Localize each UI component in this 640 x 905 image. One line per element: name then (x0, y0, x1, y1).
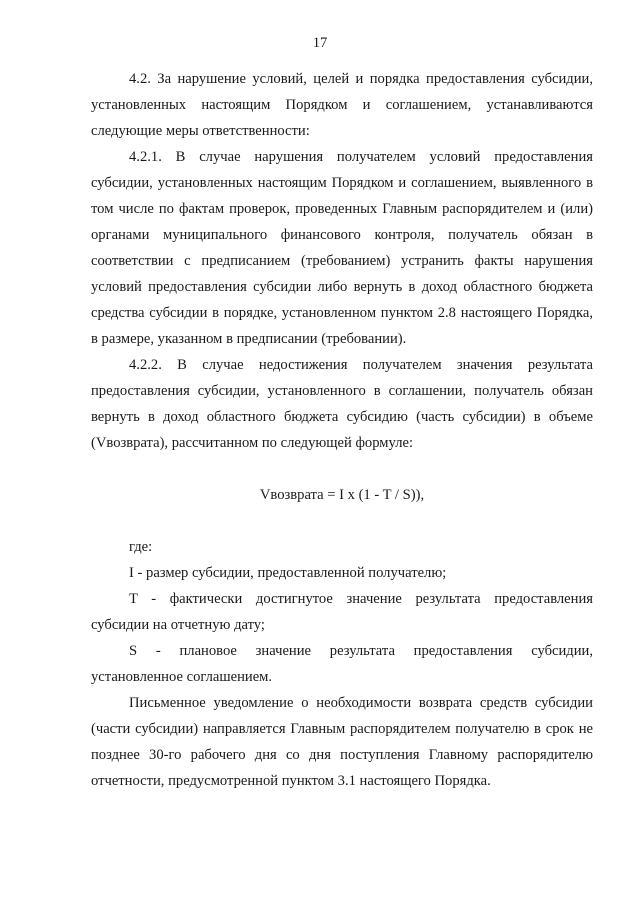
paragraph-4-2-2: 4.2.2. В случае недостижения получателем значения результата предоставления субсидии, установленного в соглашении, получатель обязан вернуть в доход областного бюджета субсидию (часть субсидии) в объеме (Vвозврата), рассчитанном по следующей формуле: (91, 357, 593, 451)
definition-s: S - плановое значение результата предоставления субсидии, установленное соглашением. (91, 643, 593, 685)
paragraph-4-2: 4.2. За нарушение условий, целей и порядка предоставления субсидии, установленных настоящим Порядком и соглашением, устанавливаются следующие меры ответственности: (91, 71, 593, 139)
definition-i: I - размер субсидии, предоставленной получателю; (129, 565, 447, 581)
refund-formula: Vвозврата = I x (1 - T / S)), (259, 487, 425, 503)
document-body (91, 66, 593, 794)
formula-where-label: где: (129, 539, 153, 555)
page-number: 17 (312, 35, 328, 51)
paragraph-4-2-1: 4.2.1. В случае нарушения получателем условий предоставления субсидии, установленных настоящим Порядком и соглашением, выявленного в том числе по фактам проверок, проведенных Главным распорядителем и (или) органами муниципального финансового контроля, получатель обязан в соответствии с предписанием (требованием) устранить факты нарушения условий предоставления субсидии либо вернуть в доход областного бюджета средства субсидии в порядке, установленном пунктом 2.8 настоящего Порядка, в размере, указанном в предписании (требовании). (91, 149, 593, 347)
paragraph-notification: Письменное уведомление о необходимости возврата средств субсидии (части субсидии) направляется Главным распорядителем получателю в срок не позднее 30-го рабочего дня со дня поступления Главному распорядителю отчетности, предусмотренной пунктом 3.1 настоящего Порядка. (91, 695, 593, 789)
definition-t: T - фактически достигнутое значение результата предоставления субсидии на отчетную дату; (91, 591, 593, 633)
